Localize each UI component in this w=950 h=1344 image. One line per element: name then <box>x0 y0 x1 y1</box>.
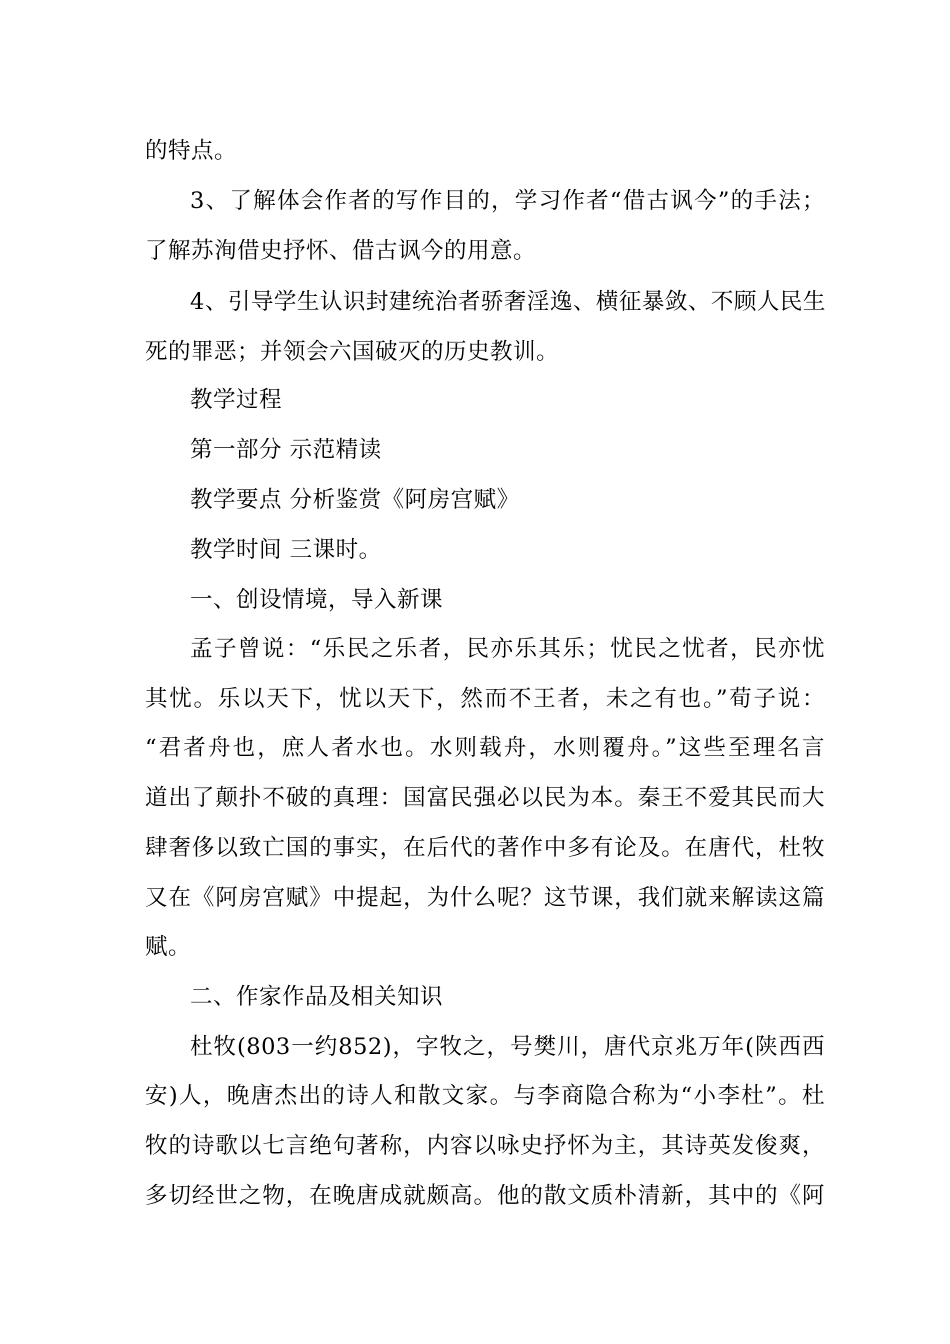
author-paragraph-line-1: 杜牧(803一约852)，字牧之，号樊川，唐代京兆万年(陕西西 <box>190 1034 825 1060</box>
author-paragraph-line-3: 牧的诗歌以七言绝句著称，内容以咏史抒怀为主，其诗英发俊爽， <box>145 1133 825 1159</box>
text-line-1: 的特点。 <box>145 138 238 164</box>
intro-paragraph-line-1: 孟子曾说：“乐民之乐者，民亦乐其乐；忧民之忧者，民亦忧 <box>190 636 825 662</box>
section-heading-teaching-process: 教学过程 <box>190 387 283 413</box>
part-one-heading: 第一部分 示范精读 <box>190 437 382 463</box>
objective-3-line-2: 了解苏洵借史抒怀、借古讽今的用意。 <box>145 238 537 264</box>
teaching-focus-line: 教学要点 分析鉴赏《阿房宫赋》 <box>190 487 520 513</box>
intro-paragraph-line-2: 其忧。乐以天下，忧以天下，然而不王者，未之有也。”荀子说： <box>145 686 825 712</box>
objective-3-line-1: 3、了解体会作者的写作目的，学习作者“借古讽今”的手法； <box>190 188 825 214</box>
subsection-heading-author-works: 二、作家作品及相关知识 <box>190 984 444 1010</box>
subsection-heading-introduction: 一、创设情境，导入新课 <box>190 587 444 613</box>
objective-4-line-1: 4、引导学生认识封建统治者骄奢淫逸、横征暴敛、不顾人民生 <box>190 289 826 315</box>
intro-paragraph-line-3: “君者舟也，庶人者水也。水则载舟，水则覆舟。”这些至理名言 <box>145 735 825 761</box>
intro-paragraph-line-4: 道出了颠扑不破的真理：国富民强必以民为本。秦王不爱其民而大 <box>145 785 825 811</box>
author-paragraph-line-4: 多切经世之物，在晚唐成就颇高。他的散文质朴清新，其中的《阿 <box>145 1183 825 1209</box>
teaching-time-line: 教学时间 三课时。 <box>190 537 382 563</box>
intro-paragraph-line-5: 肆奢侈以致亡国的事实，在后代的著作中多有论及。在唐代，杜牧 <box>145 835 825 861</box>
author-paragraph-line-2: 安)人，晚唐杰出的诗人和散文家。与李商隐合称为“小李杜”。杜 <box>145 1083 825 1109</box>
intro-paragraph-line-7: 赋。 <box>145 934 192 960</box>
intro-paragraph-line-6: 又在《阿房宫赋》中提起，为什么呢？这节课，我们就来解读这篇 <box>145 885 825 911</box>
objective-4-line-2: 死的罪恶；并领会六国破灭的历史教训。 <box>145 339 560 365</box>
